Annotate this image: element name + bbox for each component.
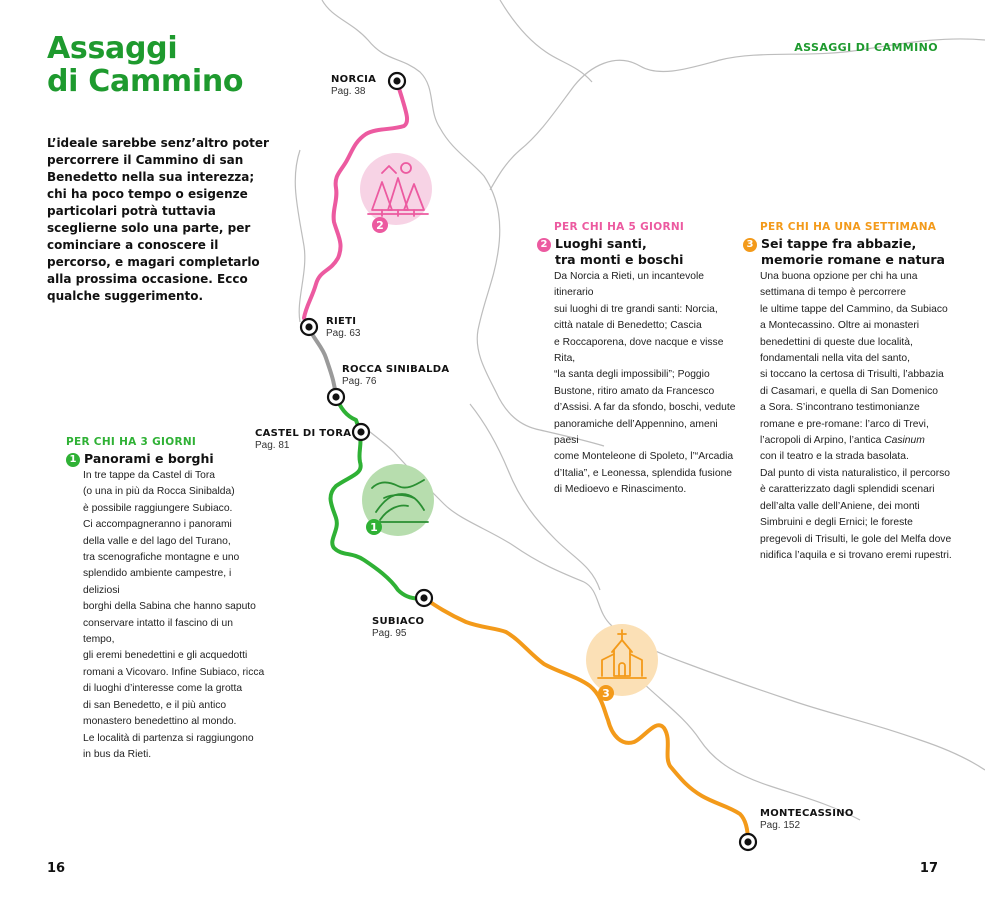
city-name: SUBIACO xyxy=(372,616,425,627)
section-title xyxy=(743,236,958,268)
section-body-part-b: con il teatro e la strada basolata. Dal punto di vista naturalistico, il percorso è caratterizzato dagli splendidi scenari dell’alta valle dell’Aniene, dei monti Simbruini e degli Ernici; le foreste pregevoli di Trisulti, le gole del Melfa dove nidifica l’aquila e si trovano eremi rupestri. xyxy=(760,451,952,561)
svg-text:1: 1 xyxy=(370,521,378,534)
city-page-ref: Pag. 63 xyxy=(326,328,361,339)
city-page-ref: Pag. 38 xyxy=(331,86,366,97)
city-name: CASTEL DI TORA xyxy=(255,428,352,439)
section-kicker: PER CHI HA 5 GIORNI xyxy=(554,221,685,233)
church-icon xyxy=(586,624,658,701)
running-header: ASSAGGI DI CAMMINO xyxy=(794,41,938,54)
border-line xyxy=(500,0,592,82)
section-body: Da Norcia a Rieti, un incantevole itinerario sui luoghi di tre grandi santi: Norcia, città natale di Benedetto; Cascia e Roccaporena, dove nacque e visse Rita, “la santa degli impossibili”; Poggio Bustone, ritiro amato da Francesco d’Assisi. A far da sfondo, boschi, vedute panoramiche dell’Appennino, ameni paesi come Monteleone di Spoleto, l’“Arcadia d’Italia”, e Leonessa, splendida fusione di Medioevo e Rinascimento. xyxy=(554,271,736,496)
intro-text: L’ideale sarebbe senz’altro poter percorrere il Cammino di san Benedetto nella sua interezza; chi ha poco tempo o esigenze particolari potrà tuttavia sceglierne solo una parte, per cominciare a conoscere il percorso, e magari completarlo alla prossima occasione. Ecco qualche suggerimento. xyxy=(47,136,269,303)
section-title-text: Panorami e borghi xyxy=(84,451,214,466)
city-label-norcia xyxy=(331,74,376,98)
section-5-days xyxy=(537,221,737,499)
city-label-rocca xyxy=(342,364,449,388)
city-marker-castel xyxy=(353,424,369,440)
city-name: NORCIA xyxy=(331,74,377,85)
section-body: In tre tappe da Castel di Tora (o una in più da Rocca Sinibalda) è possibile raggiungere Subiaco. Ci accompagneranno i panorami della valle e del lago del Turano, tra scenografiche montagne e uno splendido ambiente campestre, i deliziosi borghi della Sabina che hanno saputo conservare intatto il fascino di un tempo, gli eremi benedettini e gli acquedotti romani a Vicovaro. Infine Subiaco, ricca di luoghi d’interesse come la grotta di san Benedetto, e il più antico monastero benedettino al mondo. Le località di partenza si raggiungono in bus da Rieti. xyxy=(83,470,265,760)
section-title-line-1: Luoghi santi, xyxy=(555,236,647,251)
forest-icon xyxy=(360,153,432,233)
border-line xyxy=(640,680,860,820)
border-line xyxy=(490,39,985,190)
section-title xyxy=(66,451,266,467)
svg-text:2: 2 xyxy=(376,219,384,232)
border-line xyxy=(295,150,305,322)
svg-text:3: 3 xyxy=(602,687,610,700)
section-title-line-2: memorie romane e natura xyxy=(761,252,945,267)
city-label-montecassino xyxy=(760,808,854,832)
section-number-badge: 3 xyxy=(743,238,757,252)
city-label-subiaco xyxy=(372,616,424,640)
section-body xyxy=(743,269,958,564)
city-marker-rieti xyxy=(301,319,317,335)
title-line-2: di Cammino xyxy=(47,64,244,99)
city-page-ref: Pag. 81 xyxy=(255,440,290,451)
section-title-line-2: tra monti e boschi xyxy=(555,252,684,267)
section-title-line-1: Sei tappe fra abbazie, xyxy=(761,236,917,251)
city-page-ref: Pag. 76 xyxy=(342,376,377,387)
route-segment-subiaco-montecassino xyxy=(424,598,748,842)
section-1-week xyxy=(743,221,958,564)
city-marker-rocca xyxy=(328,389,344,405)
section-title xyxy=(537,236,737,268)
page-number-right: 17 xyxy=(919,861,938,876)
city-label-castel xyxy=(255,428,351,452)
city-page-ref: Pag. 152 xyxy=(760,820,801,831)
title-line-1: Assaggi xyxy=(47,31,178,66)
section-kicker: PER CHI HA UNA SETTIMANA xyxy=(760,221,937,233)
city-label-rieti xyxy=(326,316,360,340)
section-number-badge: 2 xyxy=(537,238,551,252)
section-3-days xyxy=(66,436,266,763)
lake-valley-icon xyxy=(362,464,434,536)
page-title xyxy=(47,32,243,98)
city-marker-norcia xyxy=(389,73,405,89)
section-number-badge: 1 xyxy=(66,453,80,467)
section-kicker: PER CHI HA 3 GIORNI xyxy=(66,436,197,448)
city-marker-subiaco xyxy=(416,590,432,606)
section-body-italic: Casinum xyxy=(884,435,925,447)
section-body-part-a: Una buona opzione per chi ha una settimana di tempo è percorrere le ultime tappe del Cammino, da Subiaco a Montecassino. Oltre ai monasteri benedettini di queste due località, fondamentali nella vita del santo, si toccano la certosa di Trisulti, l’abbazia di Casamari, e quella di San Domenico a Sora. S’incontrano testimonianze romane e pre-romane: l’arco di Trevi, l’acropoli di Arpino, l’antica xyxy=(760,271,948,447)
city-name: ROCCA SINIBALDA xyxy=(342,364,450,375)
page-number-left: 16 xyxy=(47,861,66,876)
city-name: RIETI xyxy=(326,316,357,327)
city-marker-montecassino xyxy=(740,834,756,850)
city-page-ref: Pag. 95 xyxy=(372,628,407,639)
city-name: MONTECASSINO xyxy=(760,808,854,819)
